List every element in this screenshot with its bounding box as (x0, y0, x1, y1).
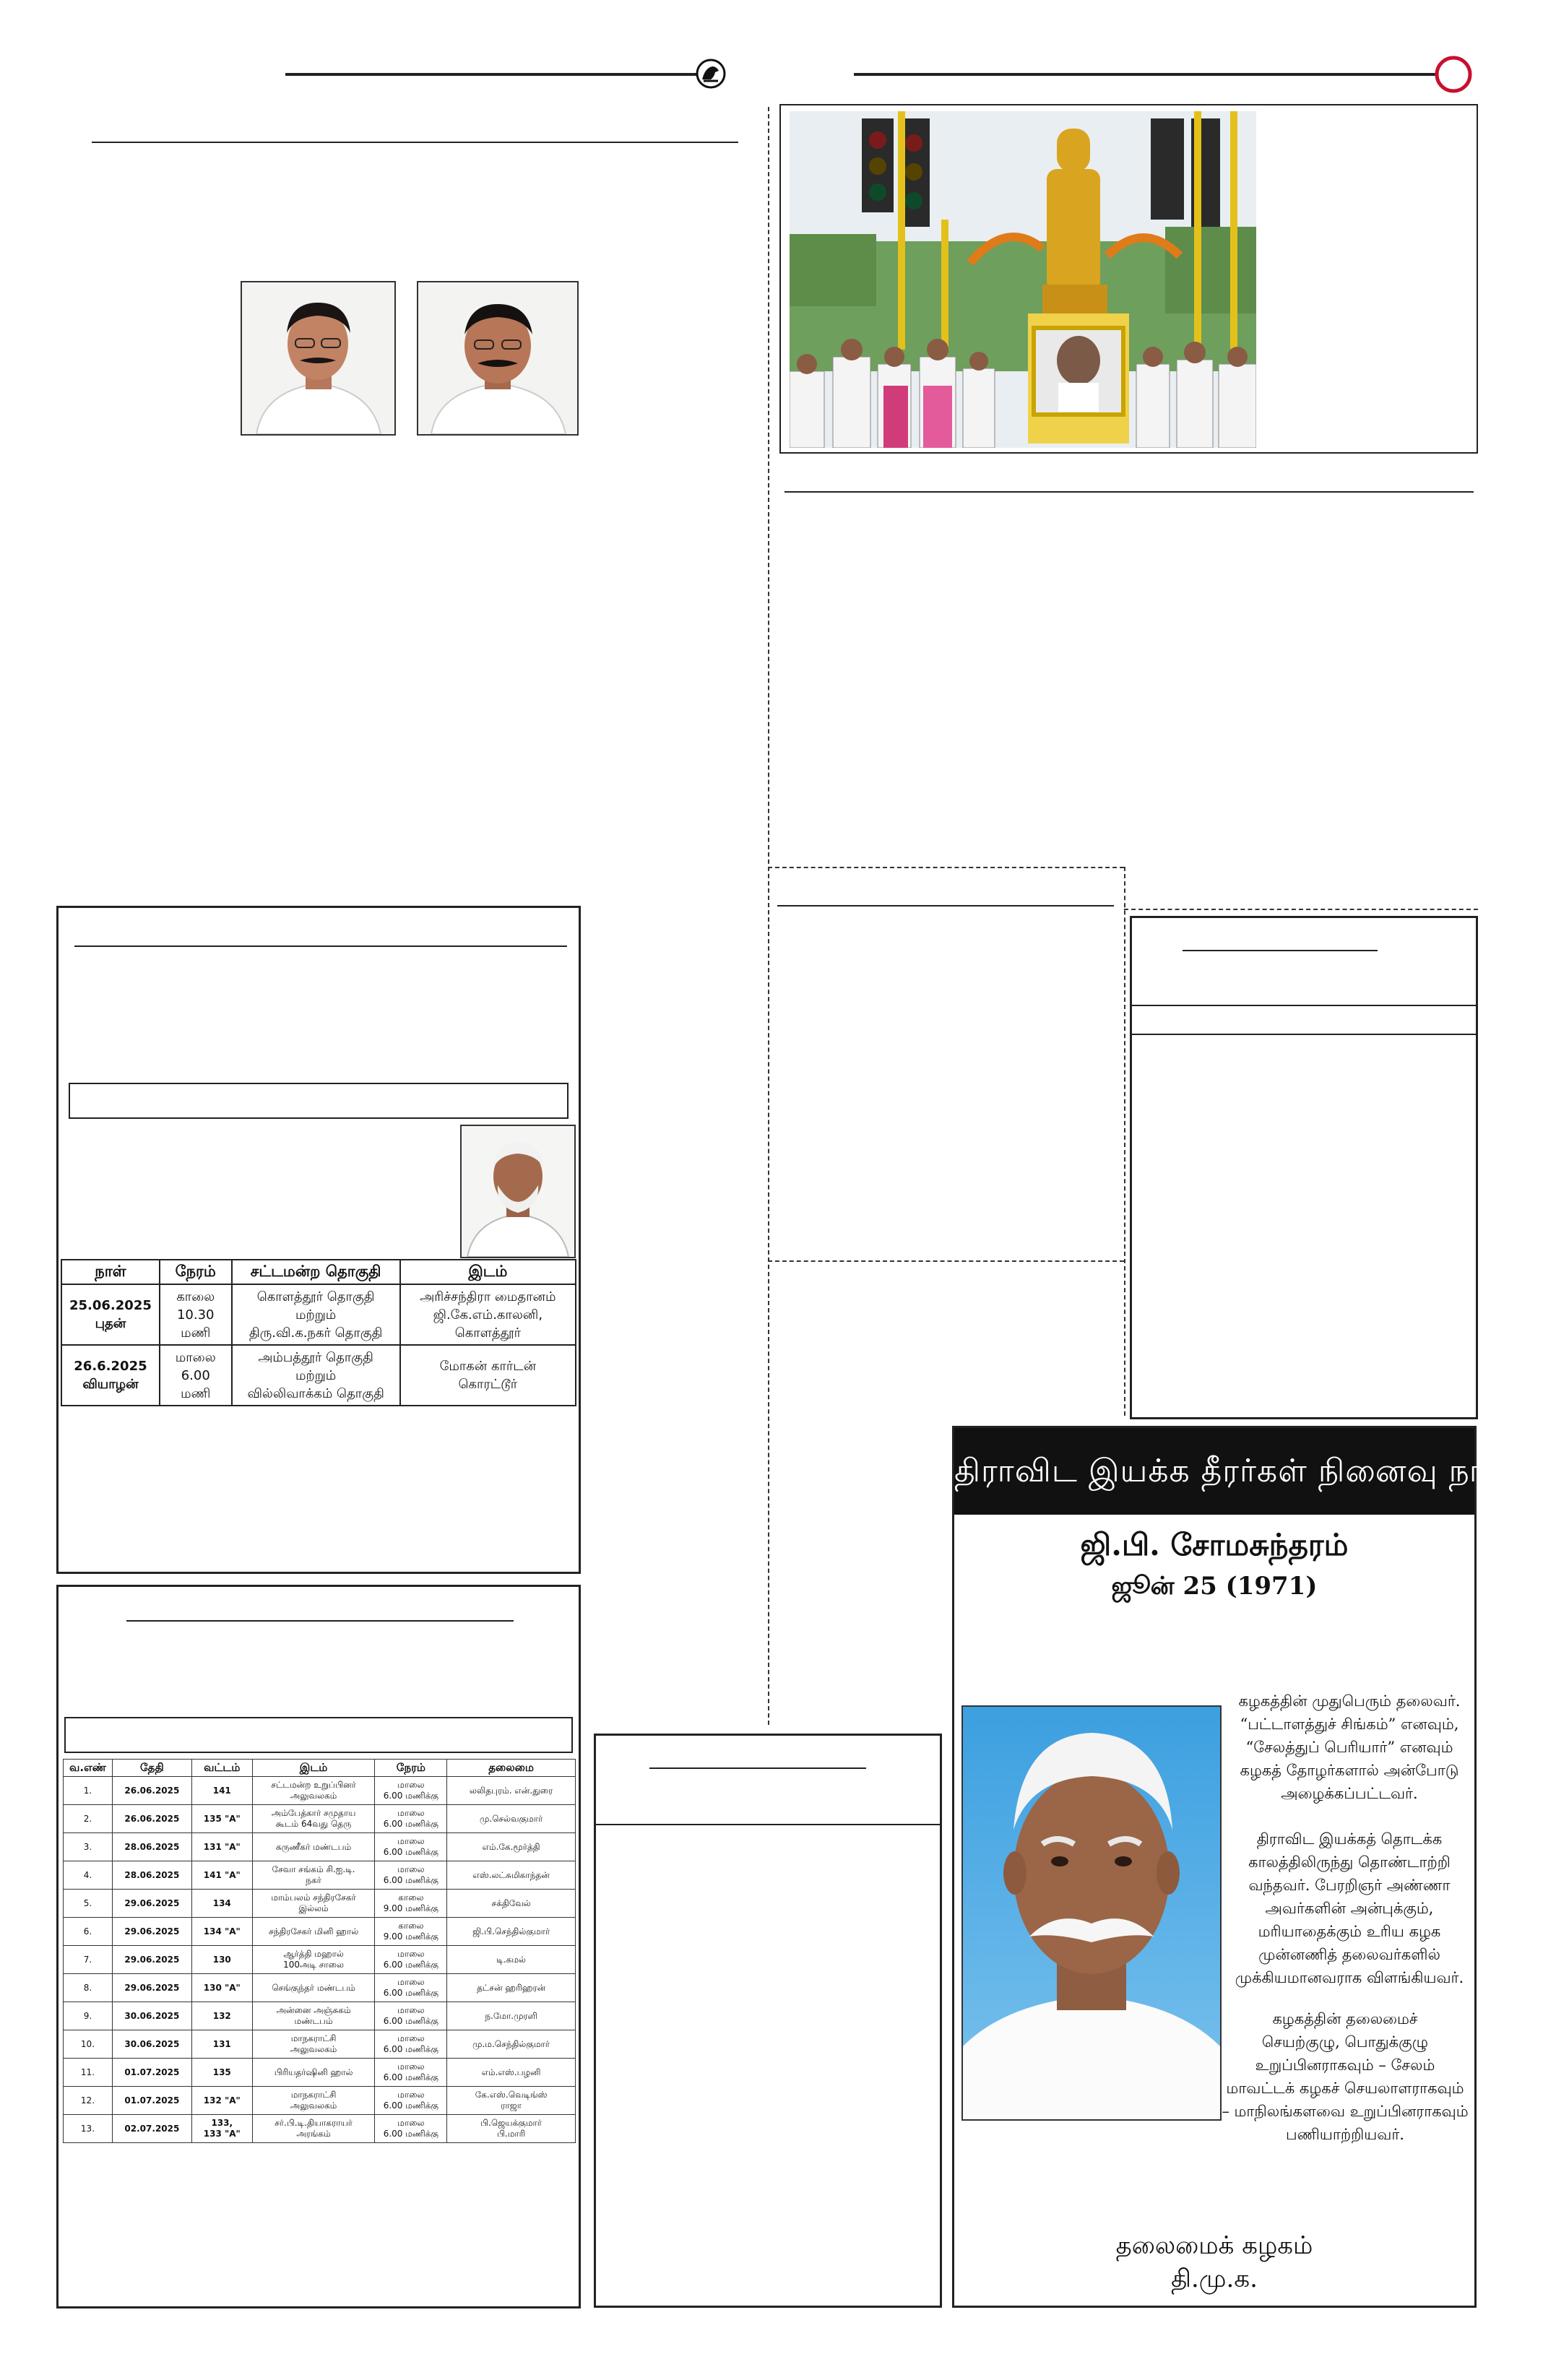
row-ward (191, 1833, 252, 1861)
time-part: 6.00 மணிக்கு (383, 1875, 438, 1885)
memorial-line: பணியாற்றியவர். (1286, 2126, 1404, 2143)
ward-part: 133, (211, 2118, 233, 2128)
date-value: 25.06.2025 (69, 1298, 152, 1313)
row-ward (191, 2030, 252, 2059)
memorial-line: வந்தவர். பேரறிஞர் அண்ணா (1248, 1877, 1451, 1894)
portrait-photo-left (241, 281, 396, 436)
lead-part: மு.ம.செந்தில்குமார் (472, 2038, 550, 2049)
memorial-date: ஜூன் 25 (1971) (1111, 1572, 1318, 1601)
row-lead (447, 1890, 576, 1918)
row-date: 02.07.2025 (112, 2115, 191, 2143)
place-part: அன்னை அஞ்சுகம் (276, 2005, 351, 2015)
row-time (375, 1861, 447, 1890)
time-part: 6.00 மணிக்கு (383, 1988, 438, 1998)
row-lead (447, 2030, 576, 2059)
mid-right-dashed-top (768, 867, 1124, 868)
row-place (252, 2087, 375, 2115)
table1-header-constituency: சட்டமன்ற தொகுதி (232, 1260, 400, 1284)
mid-right-dashed-side (1124, 867, 1125, 1416)
row-time (375, 1946, 447, 1974)
row-number: 3. (64, 1833, 113, 1861)
constituency-part: அம்பத்தூர் தொகுதி (258, 1349, 373, 1365)
row-date: 29.06.2025 (112, 1946, 191, 1974)
table1-row2-place (400, 1345, 576, 1406)
ward-meeting-box (56, 1585, 581, 2308)
table1-row1-place (400, 1284, 576, 1345)
row-lead (447, 2002, 576, 2030)
row-ward (191, 1918, 252, 1946)
time-part: 9.00 மணிக்கு (383, 1903, 438, 1913)
row-time (375, 1918, 447, 1946)
row-lead (447, 1974, 576, 2002)
row-time (375, 2115, 447, 2143)
table-row (64, 1974, 576, 2002)
row-number: 7. (64, 1946, 113, 1974)
row-lead (447, 1861, 576, 1890)
row-lead (447, 2059, 576, 2087)
header-rule-left (285, 73, 697, 76)
row-number: 10. (64, 2030, 113, 2059)
row-ward (191, 2087, 252, 2115)
row-time (375, 1890, 447, 1918)
ward-part: 133 "A" (203, 2129, 241, 2139)
memorial-paragraph-1 (1224, 1689, 1474, 1805)
far-right-box-rule-short (1183, 950, 1378, 951)
day-value: புதன் (95, 1316, 126, 1331)
memorial-name: ஜி.பி. சோமசுந்தரம் (1080, 1527, 1349, 1562)
ward-part: 134 (212, 1897, 231, 1908)
ward-part: 134 "A" (203, 1926, 241, 1937)
lead-part: ஜி.பி.செந்தில்குமார் (472, 1926, 550, 1937)
time-part: 6.00 மணிக்கு (383, 2129, 438, 2139)
row-ward (191, 1890, 252, 1918)
page-circle-icon (1434, 55, 1473, 94)
place-part: மோகன் கார்டன் (439, 1359, 537, 1374)
place-part: சேவா சங்கம் சி.ஐ.டி. (272, 1864, 355, 1874)
table-row (64, 1946, 576, 1974)
table-row (64, 1890, 576, 1918)
place-part: கூடம் 64வது தெரு (275, 1819, 352, 1829)
place-part: அலுவலகம் (290, 2044, 337, 2054)
table-row (64, 1833, 576, 1861)
lead-part: டி.கமல் (496, 1954, 526, 1965)
place-part: நகர் (306, 1875, 321, 1885)
memorial-line: திராவிட இயக்கத் தொடக்க (1256, 1830, 1443, 1848)
row-place (252, 2115, 375, 2143)
time-part: மாலை (397, 1864, 425, 1874)
place-part: கொரட்டூர் (458, 1377, 518, 1392)
memorial-line: “சேலத்துப் பெரியார்” எனவும் (1245, 1739, 1453, 1756)
place-part: அரங்கம் (296, 2129, 331, 2139)
row-date: 26.06.2025 (112, 1805, 191, 1833)
constituency-meeting-table (61, 1259, 576, 1406)
lead-part: எம்.எஸ்.பழனி (481, 2067, 541, 2077)
row-date: 28.06.2025 (112, 1833, 191, 1861)
row-number: 4. (64, 1861, 113, 1890)
row-place (252, 1974, 375, 2002)
constituency-part: மற்றும் (295, 1367, 337, 1383)
time-part: 9.00 மணிக்கு (383, 1931, 438, 1942)
time-part: மாலை (397, 2033, 425, 2043)
portrait-photo-right (417, 281, 579, 436)
row-place (252, 1946, 375, 1974)
row-time (375, 1833, 447, 1861)
table-row (64, 2030, 576, 2059)
place-part: சட்டமன்ற உறுப்பினர் (271, 1780, 356, 1790)
row-place (252, 2059, 375, 2087)
row-ward (191, 1805, 252, 1833)
lead-part: ராஜா (501, 2100, 522, 2111)
time-part: மாலை (397, 2118, 425, 2128)
time-part: மாலை (397, 1808, 425, 1818)
place-part: அரிச்சந்திரா மைதானம் (420, 1289, 556, 1304)
table2-header-date: தேதி (112, 1760, 191, 1777)
time-part: 6.00 மணிக்கு (383, 1960, 438, 1970)
row-lead (447, 1777, 576, 1805)
ward-meeting-table (63, 1759, 576, 2143)
mid-right-dashed-mid (768, 1260, 1124, 1262)
row-number: 1. (64, 1777, 113, 1805)
time-part: மாலை (397, 1780, 425, 1790)
time-part: 6.00 மணிக்கு (383, 2100, 438, 2111)
constituency-part: வில்லிவாக்கம் தொகுதி (247, 1385, 384, 1401)
table-row (64, 1918, 576, 1946)
statue-ceremony-photo (790, 111, 1256, 448)
table-row (64, 2002, 576, 2030)
memorial-notice (952, 1426, 1516, 2308)
row-lead (447, 1946, 576, 1974)
table1-header-date: நாள் (61, 1260, 160, 1284)
place-part: அலுவலகம் (290, 2100, 337, 2111)
table1-row2-date (61, 1345, 160, 1406)
ward-part: 130 "A" (203, 1982, 241, 1993)
row-ward (191, 1946, 252, 1974)
ward-part: 135 "A" (203, 1813, 241, 1824)
constituency-part: மற்றும் (295, 1307, 337, 1323)
speaker-portrait (460, 1125, 576, 1258)
row-number: 12. (64, 2087, 113, 2115)
place-part: அம்பேத்கார் சமுதாய (271, 1808, 356, 1818)
memorial-line: கழகத்தின் முதுபெரும் தலைவர். (1238, 1692, 1461, 1710)
memorial-portrait (961, 1705, 1222, 2121)
place-part: மாம்பலம் சந்திரசேகர் (271, 1892, 356, 1903)
table2-header-ward: வட்டம் (191, 1760, 252, 1777)
place-part: ஆர்த்தி மஹால் (283, 1949, 344, 1959)
table2-header-time: நேரம் (375, 1760, 447, 1777)
row-number: 9. (64, 2002, 113, 2030)
lead-part: ந.மோ.முரளி (485, 2010, 537, 2021)
statue-photo-frame (779, 104, 1478, 454)
row-lead (447, 1805, 576, 1833)
table-row (64, 1805, 576, 1833)
row-number: 11. (64, 2059, 113, 2087)
row-number: 8. (64, 1974, 113, 2002)
row-place (252, 1890, 375, 1918)
memorial-line: முன்னணித் தலைவர்களில் (1258, 1946, 1440, 1963)
place-part: 100அடி சாலை (283, 1960, 344, 1970)
memorial-banner (954, 1428, 1516, 1515)
table2-header-lead: தலைமை (447, 1760, 576, 1777)
place-part: ஜி.கே.எம்.காலனி, (433, 1307, 543, 1323)
row-number: 2. (64, 1805, 113, 1833)
row-time (375, 1777, 447, 1805)
far-right-box (1130, 916, 1478, 1419)
time-part: 6.00 மணிக்கு (383, 2072, 438, 2082)
ward-part: 135 (212, 2067, 231, 2077)
time-part: காலை (176, 1289, 215, 1304)
row-time (375, 1805, 447, 1833)
row-ward (191, 2059, 252, 2087)
time-part: மணி (181, 1385, 211, 1401)
table1-header-time: நேரம் (160, 1260, 232, 1284)
time-part: மாலை (175, 1349, 216, 1365)
row-date: 29.06.2025 (112, 1974, 191, 2002)
table-row (64, 1777, 576, 1805)
lead-part: எம்.கே.மூர்த்தி (482, 1841, 540, 1852)
box2-subheading-frame (64, 1717, 573, 1753)
time-part: மாலை (397, 1977, 425, 1987)
row-date: 30.06.2025 (112, 2002, 191, 2030)
memorial-line: மரியாதைக்கும் உரிய கழக (1258, 1923, 1441, 1940)
time-part: 6.00 (181, 1367, 210, 1383)
lead-part: சக்திவேல் (491, 1897, 531, 1908)
time-part: மாலை (397, 1836, 425, 1846)
header-rule-right (854, 73, 1435, 76)
table1-row1-date (61, 1284, 160, 1345)
far-right-box-rule-2 (1132, 1034, 1476, 1035)
time-part: மாலை (397, 2005, 425, 2015)
row-number: 5. (64, 1890, 113, 1918)
column-separator (768, 107, 769, 1725)
table2-header-place: இடம் (252, 1760, 375, 1777)
memorial-line: முக்கியமானவராக விளங்கியவர். (1235, 1969, 1464, 1986)
row-date: 28.06.2025 (112, 1861, 191, 1890)
table-row (64, 2115, 576, 2143)
time-part: மாலை (397, 1949, 425, 1959)
ward-part: 131 (212, 2038, 231, 2049)
small-news-box (594, 1734, 942, 2308)
meeting-schedule-box (56, 906, 581, 1574)
rising-sun-emblem-icon (695, 58, 727, 90)
time-part: 6.00 மணிக்கு (383, 1819, 438, 1829)
memorial-line: “பட்டாளத்துச் சிங்கம்” எனவும், (1240, 1715, 1459, 1733)
row-ward (191, 1777, 252, 1805)
place-part: இல்லம் (298, 1903, 329, 1913)
row-date: 30.06.2025 (112, 2030, 191, 2059)
memorial-line: மாவட்டக் கழகச் செயலாளராகவும் (1226, 2080, 1464, 2097)
memorial-line: செயற்குழு, பொதுக்குழு (1261, 2033, 1429, 2051)
place-part: அலுவலகம் (290, 1791, 337, 1801)
box2-title-rule (126, 1620, 514, 1622)
table1-row1-constituency (232, 1284, 400, 1345)
place-part: கொளத்தூர் (454, 1325, 521, 1341)
time-part: 10.30 (176, 1307, 215, 1323)
row-time (375, 2087, 447, 2115)
table-row (64, 2059, 576, 2087)
table1-header-place: இடம் (400, 1260, 576, 1284)
lead-part: பி.மாரி (496, 2129, 526, 2139)
row-time (375, 1974, 447, 2002)
mid-box-rule (777, 905, 1114, 906)
time-part: 6.00 மணிக்கு (383, 2044, 438, 2054)
row-ward (191, 1974, 252, 2002)
memorial-line: உறுப்பினராகவும் – சேலம் (1255, 2056, 1435, 2074)
row-place (252, 1833, 375, 1861)
table2-header-no: வ.எண் (64, 1760, 113, 1777)
memorial-paragraph-3 (1216, 2007, 1474, 2146)
place-part: மாநகராட்சி (290, 2090, 337, 2100)
time-part: காலை (398, 1892, 424, 1903)
row-date: 29.06.2025 (112, 1890, 191, 1918)
table-row (64, 1861, 576, 1890)
memorial-paragraph-2 (1224, 1827, 1474, 1989)
memorial-line: அவர்களின் அன்புக்கும், (1265, 1900, 1434, 1917)
row-place (252, 2002, 375, 2030)
right-article-rule (785, 491, 1474, 493)
memorial-line: கழகத் தோழர்களால் அன்போடு (1240, 1762, 1459, 1779)
place-part: கருணீகர் மண்டபம் (275, 1841, 352, 1852)
table-row (64, 2087, 576, 2115)
memorial-banner-text: திராவிட இயக்க தீரர்கள் நினைவு நாள் (954, 1453, 1516, 1489)
time-part: மணி (181, 1325, 211, 1341)
far-right-box-rule-1 (1132, 1005, 1476, 1006)
row-time (375, 2002, 447, 2030)
row-ward (191, 1861, 252, 1890)
memorial-line: காலத்திலிருந்து தொண்டாற்றி (1248, 1853, 1451, 1871)
small-box-rule (596, 1824, 940, 1825)
row-date: 26.06.2025 (112, 1777, 191, 1805)
row-place (252, 1861, 375, 1890)
time-part: 6.00 மணிக்கு (383, 1791, 438, 1801)
date-value: 26.6.2025 (74, 1359, 147, 1374)
ward-part: 141 "A" (203, 1869, 241, 1880)
row-lead (447, 2087, 576, 2115)
memorial-line: கழகத்தின் தலைமைச் (1272, 2010, 1418, 2028)
lead-part: லலிதபுரம். என்.துரை (470, 1785, 553, 1796)
ward-part: 131 "A" (203, 1841, 241, 1852)
time-part: காலை (398, 1921, 424, 1931)
memorial-footer-org: தலைமைக் கழகம் (1115, 2231, 1313, 2260)
row-date: 29.06.2025 (112, 1918, 191, 1946)
row-time (375, 2059, 447, 2087)
lead-part: எஸ்.லட்சுமிகாந்தன் (472, 1869, 550, 1880)
time-part: மாலை (397, 2090, 425, 2100)
ward-meeting-table-body (64, 1777, 576, 2143)
ward-part: 130 (212, 1954, 231, 1965)
time-part: 6.00 மணிக்கு (383, 1847, 438, 1857)
memorial-line: அழைக்கப்பட்டவர். (1281, 1785, 1418, 1802)
time-part: மாலை (397, 2061, 425, 2072)
lead-part: பி.ஜெயக்குமார் (480, 2118, 543, 2128)
time-part: 6.00 மணிக்கு (383, 2016, 438, 2026)
place-part: பிரியதர்ஷினி ஹால் (274, 2067, 353, 2077)
row-place (252, 1805, 375, 1833)
row-place (252, 2030, 375, 2059)
row-ward (191, 2115, 252, 2143)
row-lead (447, 1833, 576, 1861)
ward-part: 132 (212, 2010, 231, 2021)
place-part: மண்டபம் (294, 2016, 333, 2026)
memorial-line: – மாநிலங்களவை உறுப்பினராகவும் (1222, 2103, 1469, 2120)
constituency-part: திரு.வி.க.நகர் தொகுதி (248, 1325, 383, 1341)
row-number: 6. (64, 1918, 113, 1946)
table1-row2-time (160, 1345, 232, 1406)
row-number: 13. (64, 2115, 113, 2143)
ward-part: 132 "A" (203, 2095, 241, 2106)
far-right-dashed-top (1124, 909, 1478, 910)
box1-subheading-frame (69, 1083, 569, 1119)
place-part: சந்திரசேகர் மினி ஹால் (268, 1926, 359, 1937)
memorial-footer-party: தி.மு.க. (1171, 2264, 1258, 2293)
lead-part: தட்சன் ஹரிஹரன் (476, 1982, 546, 1993)
row-place (252, 1918, 375, 1946)
row-time (375, 2030, 447, 2059)
box1-title-rule (74, 945, 567, 947)
constituency-part: கொளத்தூர் தொகுதி (256, 1289, 375, 1304)
row-lead (447, 1918, 576, 1946)
lead-part: கே.எஸ்.வெடிங்ஸ் (475, 2090, 548, 2100)
table1-row1-time (160, 1284, 232, 1345)
ward-part: 141 (212, 1785, 231, 1796)
row-ward (191, 2002, 252, 2030)
lead-part: மு.செல்வகுமார் (479, 1813, 543, 1824)
place-part: மாநகராட்சி (290, 2033, 337, 2043)
row-date: 01.07.2025 (112, 2059, 191, 2087)
row-lead (447, 2115, 576, 2143)
row-place (252, 1777, 375, 1805)
table1-row2-constituency (232, 1345, 400, 1406)
place-part: சர்.பி.டி.தியாகராயர் (275, 2118, 353, 2128)
place-part: செங்குந்தர் மண்டபம் (272, 1982, 355, 1993)
row-date: 01.07.2025 (112, 2087, 191, 2115)
left-article-rule (92, 142, 738, 143)
day-value: வியாழன் (82, 1377, 139, 1392)
small-box-title-rule (649, 1767, 866, 1769)
